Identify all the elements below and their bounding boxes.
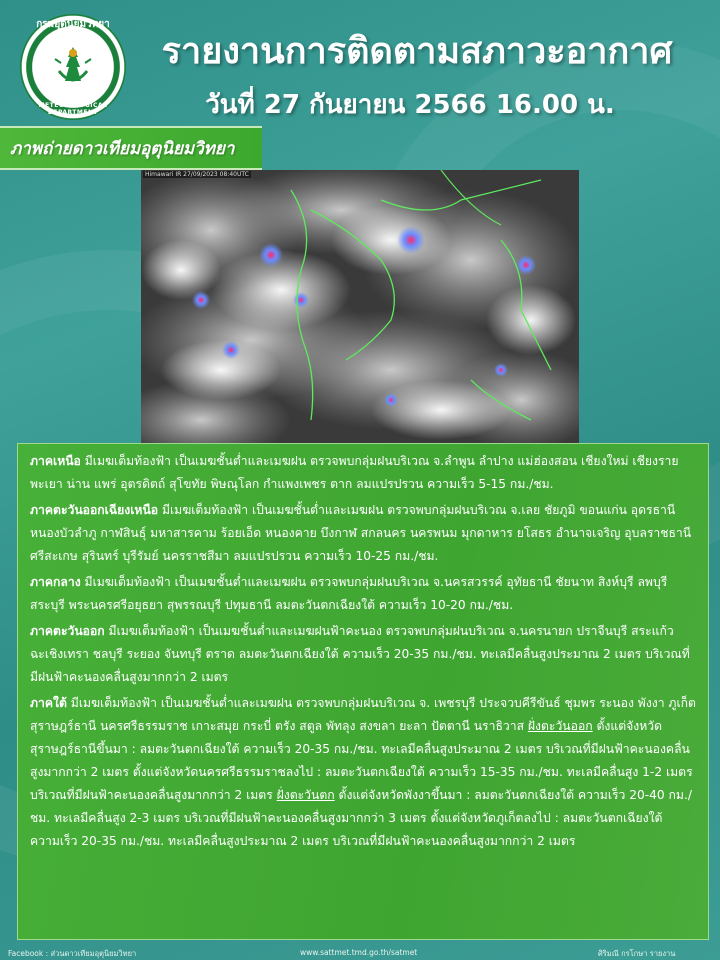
south-east-coast-text: ตั้งแต่จังหวัดสุราษฎร์ธานีขึ้นมา : ลมตะวันตกเฉียงใต้ ความเร็ว 20-35 กม./ชม. ทะเลมีคลื่นสูงประมาณ 2 เมตร บริเวณที่มีฝนฟ้าคะนองคลื่นสูงมากกว่า 2 เมตร ตั้งแต่จังหวัดนครศรีธรรมราชลงไป : ลมตะวันตกเฉียงใต้ ความเร็ว 15-35 กม./ชม. ทะเลมีคลื่นสูง 1-2 เมตร บริเวณที่มีฝนฟ้าคะนองคลื่นสูงมากกว่า 2 เมตร — [30, 719, 693, 802]
satellite-caption: Himawari IR 27/09/2023 08:40UTC — [145, 171, 249, 178]
region-name: ภาคเหนือ — [30, 454, 81, 468]
footer — [0, 944, 720, 960]
footer-website: www.sattmet.tmd.go.th/satmet — [300, 948, 418, 957]
section-header — [0, 126, 262, 170]
footer-facebook: Facebook : ส่วนดาวเทียมอุตุนิยมวิทยา — [8, 949, 137, 958]
department-logo — [20, 14, 126, 120]
region-text: มีเมฆเต็มท้องฟ้า เป็นเมฆชั้นต่ำและเมฆฝน ตรวจพบกลุ่มฝนบริเวณ จ.นครสวรรค์ อุทัยธานี ชัยนาท สิงห์บุรี ลพบุรี สระบุรี พระนครศรีอยุธยา สุพรรณบุรี ปทุมธานี ลมตะวันตกเฉียงใต้ ความเร็ว 10-20 กม./ชม. — [30, 575, 668, 612]
region-northeast — [30, 499, 696, 568]
logo-bottom-text: METEOROLOGICAL DEPARTMENT — [38, 102, 108, 116]
logo-top-text: กรมอุตุนิยมวิทยา — [36, 19, 110, 30]
section-label: ภาพถ่ายดาวเทียมอุตุนิยมวิทยา — [10, 138, 235, 159]
south-west-coast-label: ฝั่งตะวันตก — [276, 788, 335, 802]
region-name: ภาคตะวันออก — [30, 624, 105, 638]
region-east — [30, 620, 696, 689]
region-name: ภาคกลาง — [30, 575, 81, 589]
region-text: มีเมฆเต็มท้องฟ้า เป็นเมฆชั้นต่ำและเมฆฝน ตรวจพบกลุ่มฝนบริเวณ จ.เลย ชัยภูมิ ขอนแก่น อุดรธานี หนองบัวลำภู กาฬสินธุ์ มหาสารคาม ร้อยเอ็ด หนองคาย บึงกาฬ สกลนคร นครพนม มุกดาหาร ยโสธร อำนาจเจริญ อุบลราชธานี ศรีสะเกษ สุรินทร์ บุรีรัมย์ นครราชสีมา ลมแปรปรวน ความเร็ว 10-25 กม./ชม. — [30, 503, 692, 563]
page-title: รายงานการติดตามสภาวะอากาศ — [161, 31, 673, 72]
region-north — [30, 450, 696, 496]
region-text: มีเมฆเต็มท้องฟ้า เป็นเมฆชั้นต่ำและเมฆฝน ตรวจพบกลุ่มฝนบริเวณ จ. เพชรบุรี ประจวบคีรีขันธ์ ชุมพร ระนอง พังงา ภูเก็ต สุราษฎร์ธานี นครศรีธรรมราช เกาะสมุย กระบี่ ตรัง สตูล พัทลุง สงขลา ยะลา ปัตตานี นราธิวาส — [30, 696, 696, 733]
report-date: วันที่ 27 กันยายน 2566 16.00 น. — [205, 90, 615, 120]
satellite-image — [141, 170, 579, 450]
footer-reporter: ศิริมณี กรโกษา รายงาน — [598, 949, 676, 958]
deity-emblem-icon — [47, 41, 99, 93]
region-text: มีเมฆเต็มท้องฟ้า เป็นเมฆชั้นต่ำและเมฆฝนฟ้าคะนอง ตรวจพบกลุ่มฝนบริเวณ จ.นครนายก ปราจีนบุรี สระแก้ว ฉะเชิงเทรา ชลบุรี ระยอง จันทบุรี ตราด ลมตะวันตกเฉียงใต้ ความเร็ว 20-35 กม./ชม. ทะเลมีคลื่นสูงประมาณ 2 เมตร บริเวณที่มีฝนฟ้าคะนองคลื่นสูงมากกว่า 2 เมตร — [30, 624, 690, 684]
region-south — [30, 692, 696, 853]
region-text: มีเมฆเต็มท้องฟ้า เป็นเมฆชั้นต่ำและเมฆฝน ตรวจพบกลุ่มฝนบริเวณ จ.ลำพูน ลำปาง แม่ฮ่องสอน เชียงใหม่ เชียงราย พะเยา น่าน แพร่ อุตรดิตถ์ สุโขทัย พิษณุโลก กำแพงเพชร ตาก ลมแปรปรวน ความเร็ว 5-15 กม./ชม. — [30, 454, 679, 491]
region-name: ภาคตะวันออกเฉียงเหนือ — [30, 503, 159, 517]
south-east-coast-label: ฝั่งตะวันออก — [527, 719, 593, 733]
south-west-coast-text: ตั้งแต่จังหวัดพังงาขึ้นมา : ลมตะวันตกเฉียงใต้ ความเร็ว 20-40 กม./ชม. ทะเลมีคลื่นสูง 2-3 เมตร บริเวณที่มีฝนฟ้าคะนองคลื่นสูงมากกว่า 3 เมตร ตั้งแต่จังหวัดภูเก็ตลงไป : ลมตะวันตกเฉียงใต้ ความเร็ว 20-35 กม./ชม. ทะเลมีคลื่นสูงประมาณ 2 เมตร บริเวณที่มีฝนฟ้าคะนองคลื่นสูงมากกว่า 2 เมตร — [30, 788, 692, 848]
weather-report-panel — [17, 443, 709, 940]
region-central — [30, 571, 696, 617]
region-name: ภาคใต้ — [30, 696, 67, 710]
